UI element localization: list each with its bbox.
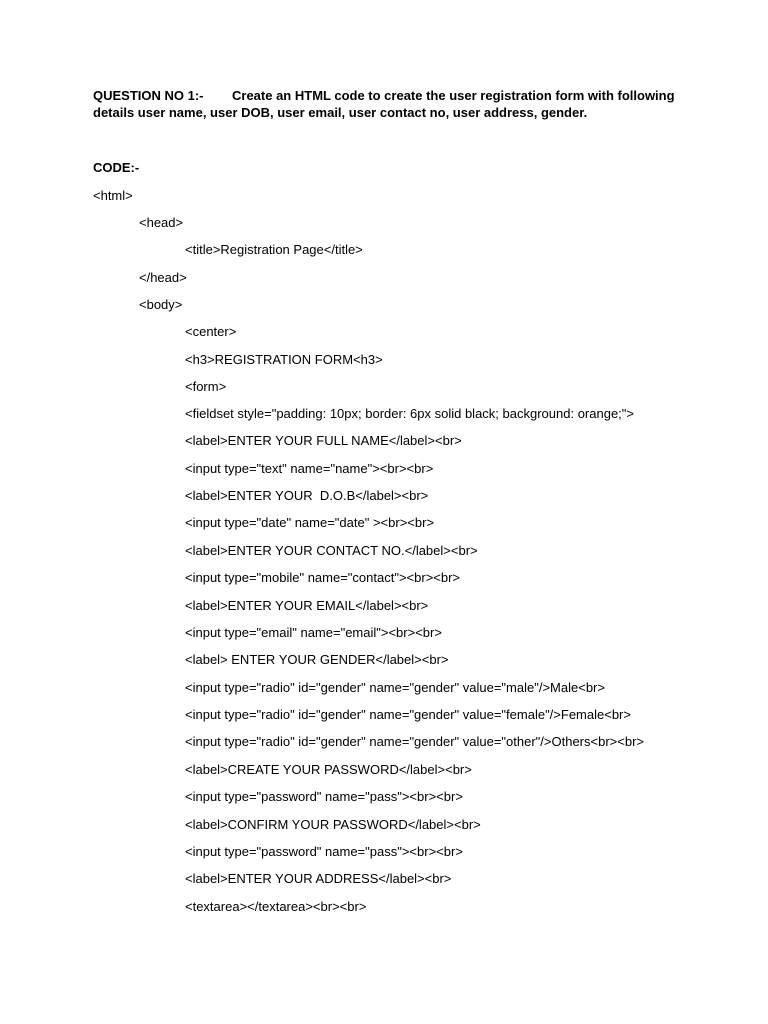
code-line-label-name: <label>ENTER YOUR FULL NAME</label><br> — [185, 433, 462, 448]
code-line-html-open: <html> — [93, 188, 133, 203]
code-line-input-name: <input type="text" name="name"><br><br> — [185, 461, 434, 476]
code-line-textarea: <textarea></textarea><br><br> — [185, 899, 367, 914]
code-line-center: <center> — [185, 324, 237, 339]
code-line-head-open: <head> — [139, 215, 184, 230]
code-line-label-confirm: <label>CONFIRM YOUR PASSWORD</label><br> — [185, 817, 481, 832]
code-line-label-address: <label>ENTER YOUR ADDRESS</label><br> — [185, 871, 452, 886]
code-line-label-dob: <label>ENTER YOUR D.O.B</label><br> — [185, 488, 429, 503]
question-block — [93, 87, 693, 121]
code-line-radio-female: <input type="radio" id="gender" name="gender" value="female"/>Female<br> — [185, 707, 631, 722]
code-line-input-date: <input type="date" name="date" ><br><br> — [185, 515, 435, 530]
question-label: QUESTION NO 1:- — [93, 88, 204, 103]
code-line-input-confirm: <input type="password" name="pass"><br><br> — [185, 844, 463, 859]
code-line-form: <form> — [185, 379, 227, 394]
code-line-fieldset: <fieldset style="padding: 10px; border: 6px solid black; background: orange;"> — [185, 406, 634, 421]
code-line-input-email: <input type="email" name="email"><br><br> — [185, 625, 442, 640]
code-line-label-password: <label>CREATE YOUR PASSWORD</label><br> — [185, 762, 472, 777]
code-line-label-gender: <label> ENTER YOUR GENDER</label><br> — [185, 652, 449, 667]
code-line-label-contact: <label>ENTER YOUR CONTACT NO.</label><br> — [185, 543, 478, 558]
code-line-h3: <h3>REGISTRATION FORM<h3> — [185, 352, 383, 367]
code-line-label-email: <label>ENTER YOUR EMAIL</label><br> — [185, 598, 429, 613]
code-line-title: <title>Registration Page</title> — [185, 242, 363, 257]
code-line-body-open: <body> — [139, 297, 183, 312]
code-line-input-password: <input type="password" name="pass"><br><br> — [185, 789, 463, 804]
code-line-head-close: </head> — [139, 270, 187, 285]
code-line-radio-other: <input type="radio" id="gender" name="gender" value="other"/>Others<br><br> — [185, 734, 644, 749]
question-text-line2: details user name, user DOB, user email, user contact no, user address, gender. — [93, 105, 588, 120]
code-heading: CODE:- — [93, 160, 140, 175]
question-text-line1: Create an HTML code to create the user registration form with following — [232, 88, 675, 103]
code-line-radio-male: <input type="radio" id="gender" name="gender" value="male"/>Male<br> — [185, 680, 605, 695]
code-line-input-contact: <input type="mobile" name="contact"><br><br> — [185, 570, 461, 585]
